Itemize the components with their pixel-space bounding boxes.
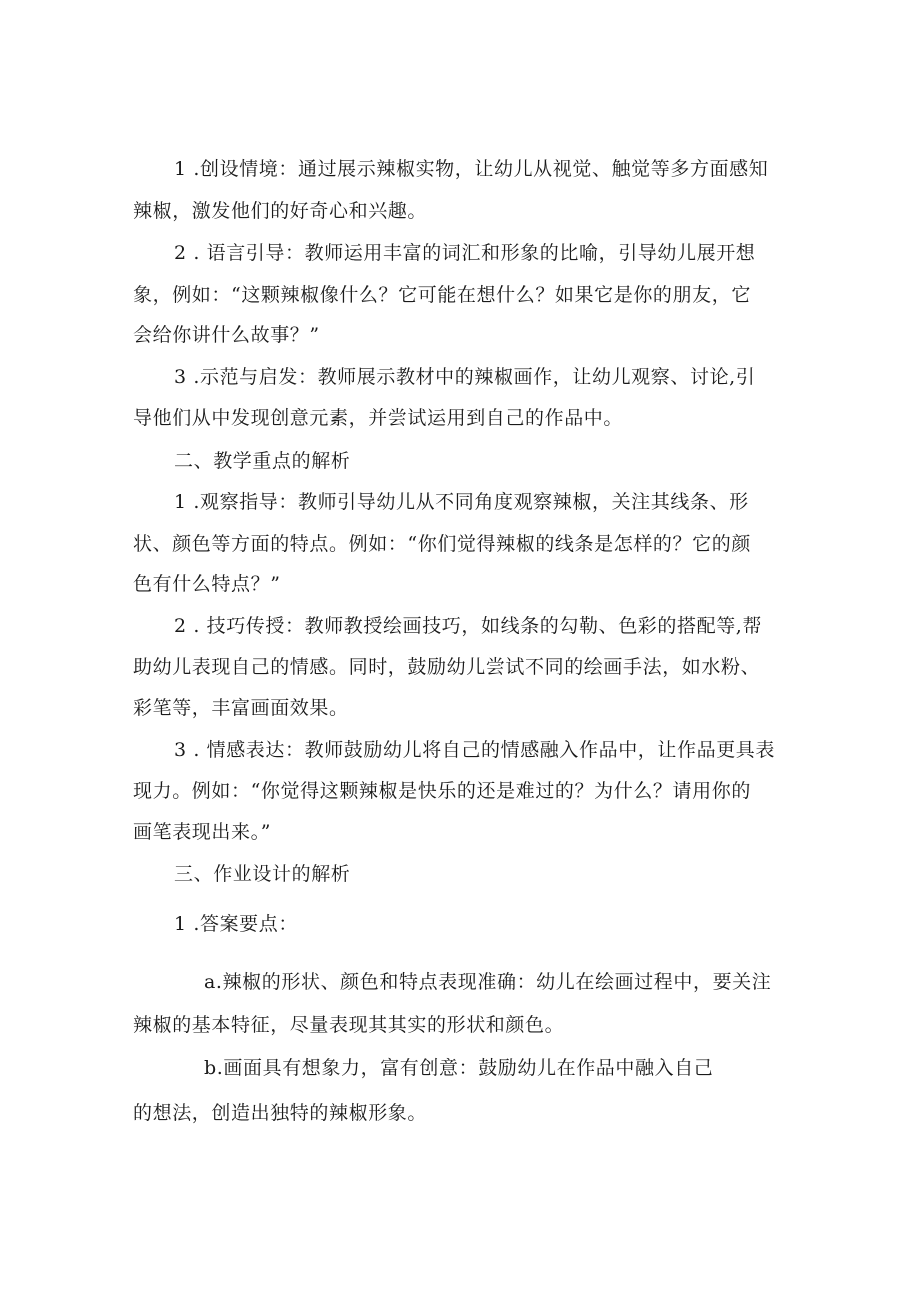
paragraph-1-line-1: 1 .创设情境：通过展示辣椒实物，让幼儿从视觉、触觉等多方面感知	[174, 158, 769, 180]
section-heading-3: 三、作业设计的解析	[174, 863, 351, 885]
paragraph-1-line-2: 辣椒，激发他们的好奇心和兴趣。	[133, 200, 428, 222]
paragraph-6-line-3: 画笔表现出来。”	[133, 821, 272, 843]
paragraph-9-line-1: b.画面具有想象力，富有创意：鼓励幼儿在作品中融入自己	[204, 1057, 714, 1079]
paragraph-9-line-2: 的想法，创造出独特的辣椒形象。	[133, 1102, 428, 1124]
paragraph-4-line-1: 1 .观察指导：教师引导幼儿从不同角度观察辣椒，关注其线条、形	[174, 491, 749, 513]
paragraph-5-line-1: 2 . 技巧传授：教师教授绘画技巧，如线条的勾勒、色彩的搭配等,帮	[174, 615, 763, 637]
paragraph-2-line-1: 2 . 语言引导：教师运用丰富的词汇和形象的比喻，引导幼儿展开想	[174, 242, 756, 264]
paragraph-2-line-3: 会给你讲什么故事？”	[133, 324, 320, 346]
section-heading-2: 二、教学重点的解析	[174, 450, 351, 472]
paragraph-8-line-2: 辣椒的基本特征，尽量表现其其实的形状和颜色。	[133, 1014, 565, 1036]
paragraph-8-line-1: a.辣椒的形状、颜色和特点表现准确：幼儿在绘画过程中，要关注	[204, 971, 772, 993]
paragraph-2-line-2: 象，例如：“这颗辣椒像什么？它可能在想什么？如果它是你的朋友，它	[133, 284, 751, 306]
paragraph-3-line-1: 3 .示范与启发：教师展示教材中的辣椒画作，让幼儿观察、讨论,引	[174, 366, 756, 388]
paragraph-4-line-3: 色有什么特点？”	[133, 573, 281, 595]
paragraph-5-line-2: 助幼儿表现自己的情感。同时，鼓励幼儿尝试不同的绘画手法，如水粉、	[133, 656, 761, 678]
paragraph-6-line-2: 现力。例如：“你觉得这颗辣椒是快乐的还是难过的？为什么？请用你的	[133, 780, 751, 802]
paragraph-6-line-1: 3 . 情感表达：教师鼓励幼儿将自己的情感融入作品中，让作品更具表	[174, 739, 776, 761]
paragraph-5-line-3: 彩笔等，丰富画面效果。	[133, 697, 349, 719]
paragraph-7-line-1: 1 .答案要点：	[174, 913, 298, 935]
paragraph-3-line-2: 导他们从中发现创意元素，并尝试运用到自己的作品中。	[133, 407, 624, 429]
paragraph-4-line-2: 状、颜色等方面的特点。例如：“你们觉得辣椒的线条是怎样的？它的颜	[133, 533, 751, 555]
